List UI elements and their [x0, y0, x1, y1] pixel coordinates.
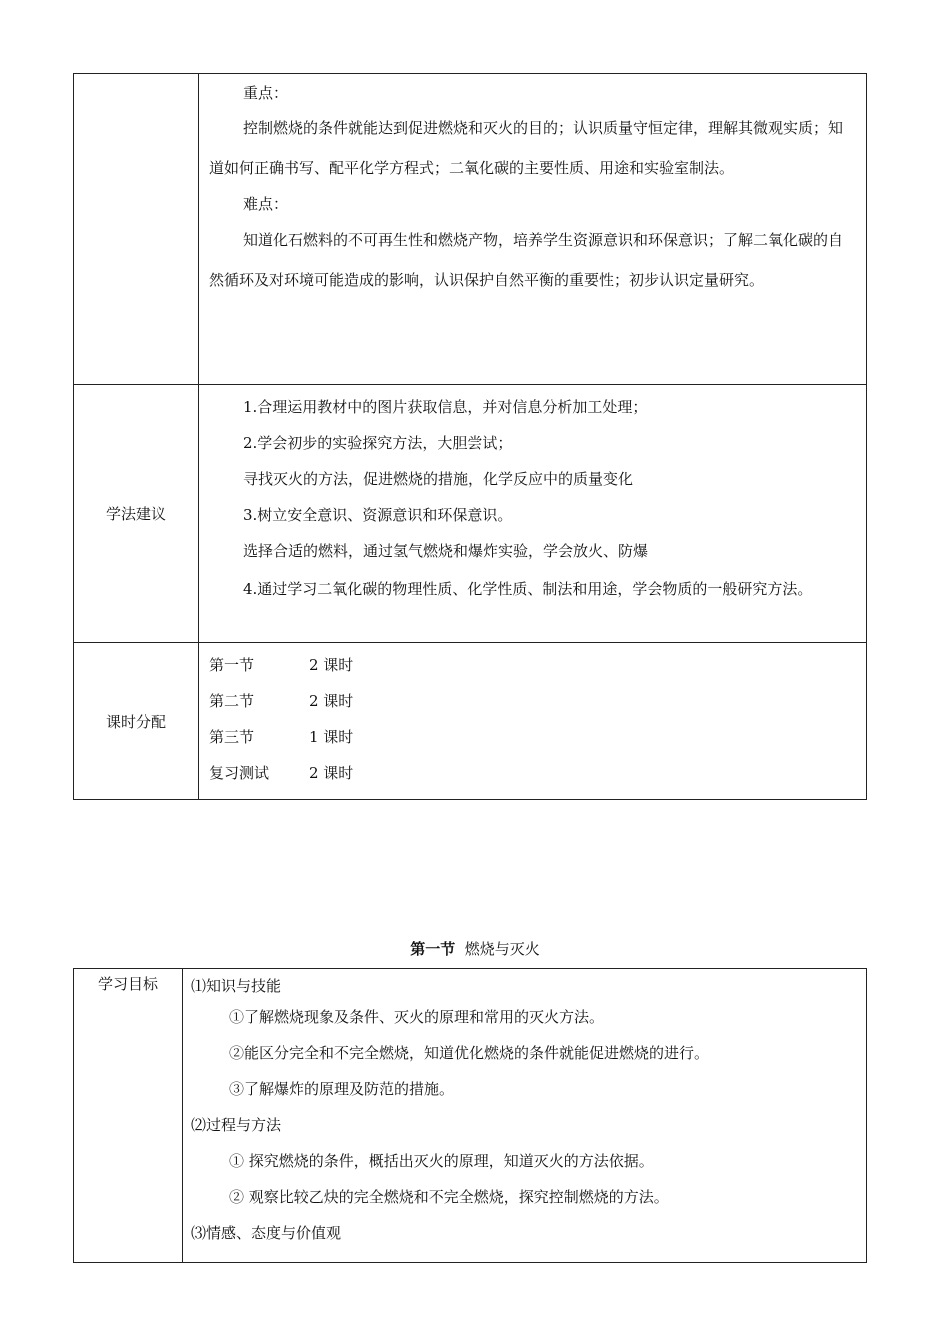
objective-item: ② 观察比较乙炔的完全燃烧和不完全燃烧，探究控制燃烧的方法。	[229, 1188, 669, 1206]
row-label-empty	[74, 74, 199, 385]
study-advice-label: 学法建议	[74, 385, 199, 643]
class-hours-cell	[199, 643, 867, 800]
schedule-section: 第二节	[209, 692, 255, 710]
advice-line: 寻找灭火的方法，促进燃烧的措施，化学反应中的质量变化	[243, 470, 634, 488]
objective-item: ① 探究燃烧的条件，概括出灭火的原理，知道灭火的方法依据。	[229, 1152, 654, 1170]
schedule-hours: 2 课时	[309, 764, 354, 782]
section-number: 第一节	[410, 940, 456, 958]
learning-objectives-cell	[183, 969, 867, 1263]
schedule-row	[209, 719, 856, 755]
objective-item: ③了解爆炸的原理及防范的措施。	[229, 1080, 455, 1098]
class-hours-label: 课时分配	[74, 643, 199, 800]
objective-heading: ⑶情感、态度与价值观	[191, 1224, 342, 1242]
key-points-text: 控制燃烧的条件就能达到促进燃烧和灭火的目的；认识质量守恒定律，理解其微观实质；知道如何正确书写、配平化学方程式；二氧化碳的主要性质、用途和实验室制法。	[209, 119, 844, 177]
objective-item: ②能区分完全和不完全燃烧，知道优化燃烧的条件就能促进燃烧的进行。	[229, 1044, 710, 1062]
schedule-hours: 2 课时	[309, 656, 354, 674]
advice-line: 1.合理运用教材中的图片获取信息，并对信息分析加工处理；	[243, 398, 648, 416]
difficult-points-heading: 难点：	[243, 195, 289, 213]
learning-objectives-table	[73, 968, 867, 1263]
schedule-section: 复习测试	[209, 764, 270, 782]
schedule-hours: 2 课时	[309, 692, 354, 710]
advice-line: 3.树立安全意识、资源意识和环保意识。	[243, 506, 513, 524]
schedule-hours: 1 课时	[309, 728, 354, 746]
table-row	[74, 74, 867, 385]
lesson-plan-table	[73, 73, 867, 800]
objective-heading: ⑴知识与技能	[191, 977, 282, 995]
difficult-points-text: 知道化石燃料的不可再生性和燃烧产物，培养学生资源意识和环保意识；了解二氧化碳的自然循环及对环境可能造成的影响，认识保护自然平衡的重要性；初步认识定量研究。	[209, 231, 844, 289]
section-title	[0, 938, 950, 959]
objective-heading: ⑵过程与方法	[191, 1116, 282, 1134]
advice-line: 2.学会初步的实验探究方法，大胆尝试；	[243, 434, 513, 452]
objective-item: ①了解燃烧现象及条件、灭火的原理和常用的灭火方法。	[229, 1008, 605, 1026]
advice-line: 4.通过学习二氧化碳的物理性质、化学性质、制法和用途，学会物质的一般研究方法。	[243, 580, 813, 598]
learning-objectives-label: 学习目标	[74, 969, 183, 1263]
key-difficult-points-cell	[199, 74, 867, 385]
schedule-section: 第三节	[209, 728, 255, 746]
study-advice-cell	[199, 385, 867, 643]
table-row	[74, 969, 867, 1263]
table-row	[74, 643, 867, 800]
schedule-row	[209, 683, 856, 719]
schedule-row	[209, 647, 856, 683]
section-name: 燃烧与灭火	[464, 940, 540, 958]
key-points-heading: 重点：	[243, 84, 289, 102]
schedule-row	[209, 755, 856, 791]
advice-line: 选择合适的燃料，通过氢气燃烧和爆炸实验，学会放火、防爆	[243, 542, 649, 560]
schedule-section: 第一节	[209, 656, 255, 674]
table-row	[74, 385, 867, 643]
